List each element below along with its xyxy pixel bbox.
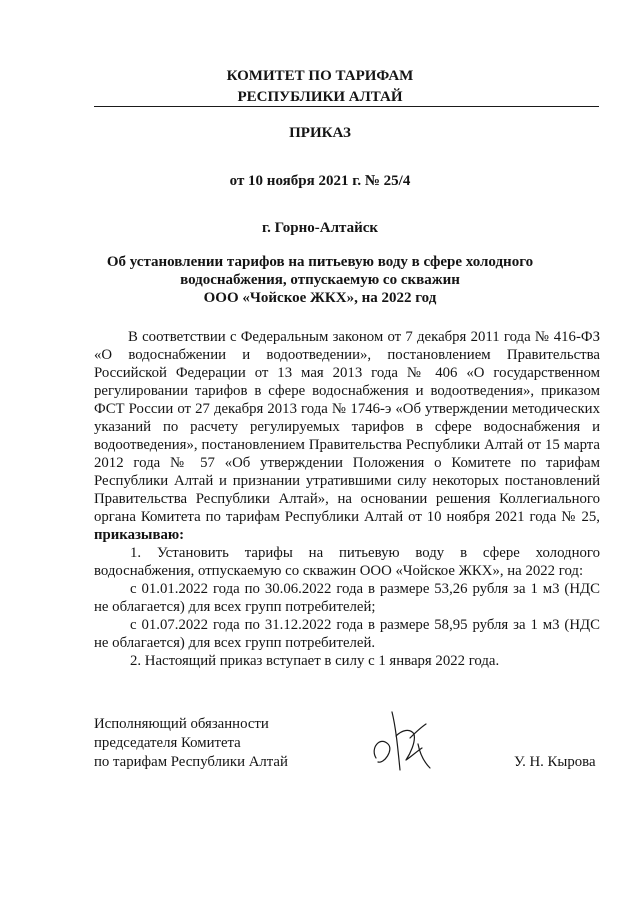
signatory-position-line1: Исполняющий обязанности: [94, 716, 269, 732]
order-body: [94, 328, 600, 670]
item-1: 1. Установить тарифы на питьевую воду в сфере холодного водоснабжения, отпускаемую со скважин ООО «Чойское ЖКХ», на 2022 год:: [94, 545, 600, 579]
order-word: приказываю:: [94, 527, 185, 543]
order-title-line3: ООО «Чойское ЖКХ», на 2022 год: [203, 290, 437, 306]
preamble-text: В соответствии с Федеральным законом от 7 декабря 2011 года № 416-ФЗ «О водоснабжении и водоотведении», постановлением Правительства Российской Федерации от 13 мая 2013 года № 406 «О государственном регулировании тарифов в сфере водоснабжения и водоотведения», приказом ФСТ России от 27 декабря 2013 года № 1746-э «Об утверждении методических указаний по расчету регулируемых тарифов в сфере водоснабжения и водоотведения», постановлением Правительства Республики Алтай от 15 марта 2012 года № 57 «Об утверждении Положения о Комитете по тарифам Республики Алтай и признании утратившими силу некоторых постановлений Правительства Республики Алтай», на основании решения Коллегиального органа Комитета по тарифам Республики Алтай от 10 ноября 2021 года № 25,: [94, 329, 600, 525]
order-title-line2: водоснабжения, отпускаемую со скважин: [180, 272, 460, 288]
preamble-paragraph: [94, 328, 600, 544]
city: г. Горно-Алтайск: [261, 220, 379, 236]
org-name-line2: РЕСПУБЛИКИ АЛТАЙ: [237, 89, 403, 105]
doc-type: ПРИКАЗ: [289, 125, 351, 141]
signatory-position: [94, 715, 288, 772]
item-2: 2. Настоящий приказ вступает в силу с 1 января 2022 года.: [130, 653, 500, 669]
signatory-name: У. Н. Кырова: [514, 754, 596, 770]
item-1-first-half: с 01.01.2022 года по 30.06.2022 года в размере 53,26 рубля за 1 м3 (НДС не облагается) для всех групп потребителей;: [94, 581, 600, 615]
handwritten-signature: [366, 698, 438, 780]
item-1-second-half: с 01.07.2022 года по 31.12.2022 года в размере 58,95 рубля за 1 м3 (НДС не облагается) для всех групп потребителей.: [94, 617, 600, 651]
signatory-position-line3: по тарифам Республики Алтай: [94, 754, 288, 770]
order-date-number: от 10 ноября 2021 г. № 25/4: [229, 173, 411, 189]
order-title-line1: Об установлении тарифов на питьевую воду в сфере холодного: [106, 254, 534, 270]
org-name-line1: КОМИТЕТ ПО ТАРИФАМ: [226, 68, 414, 84]
signatory-position-line2: председателя Комитета: [94, 735, 241, 751]
header-divider: [94, 106, 599, 107]
